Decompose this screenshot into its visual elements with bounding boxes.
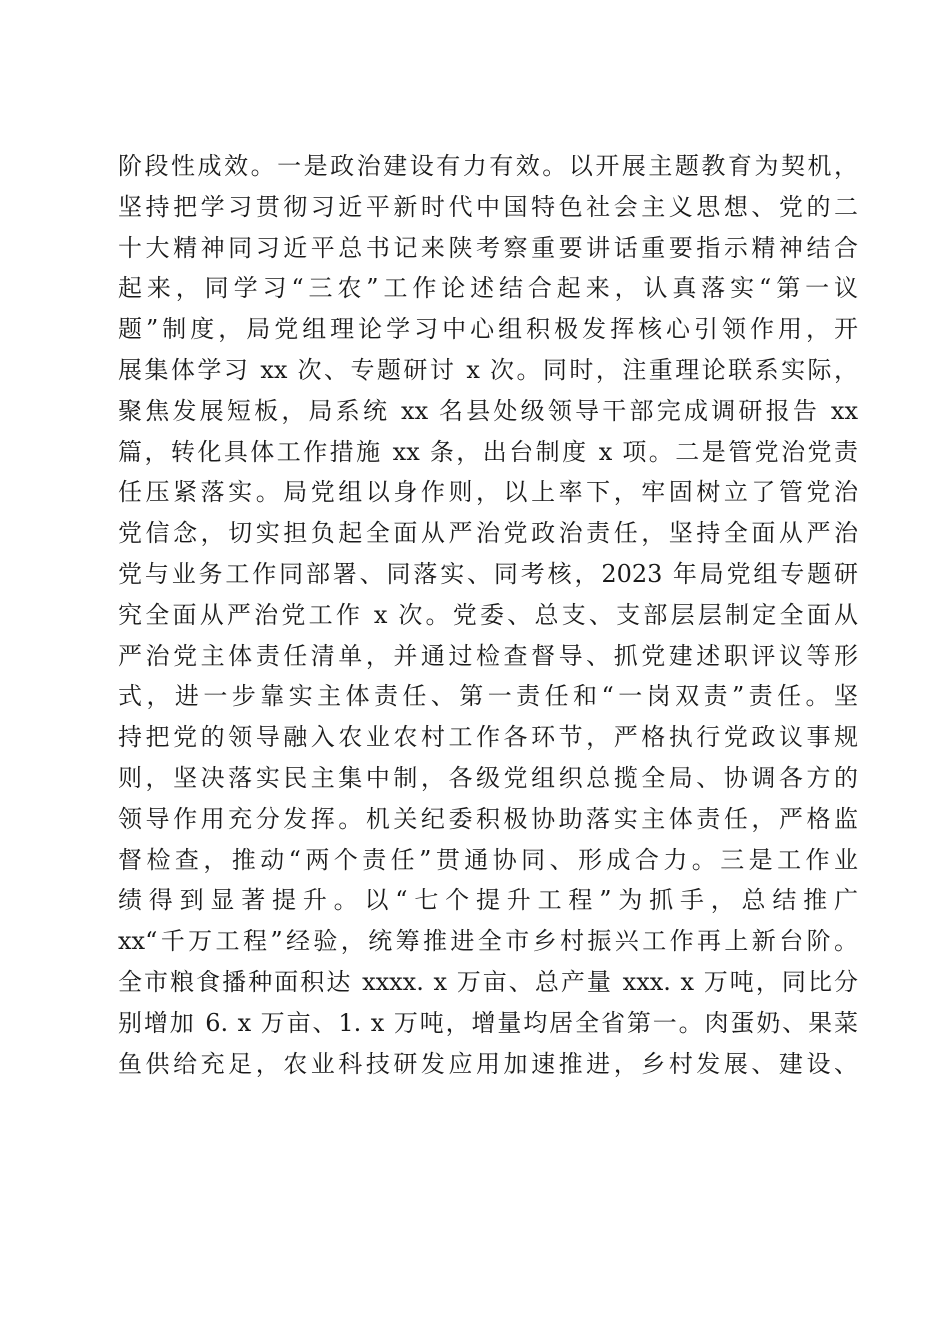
text-line: 任压紧落实。局党组以身作则，以上率下，牢固树立了管党治 — [118, 478, 858, 507]
text-line: 起来，同学习“三农”工作论述结合起来，认真落实“第一议 — [118, 274, 858, 303]
text-line: xx“千万工程”经验，统筹推进全市乡村振兴工作再上新台阶。 — [118, 927, 858, 956]
text-line: 式，进一步靠实主体责任、第一责任和“一岗双责”责任。坚 — [118, 682, 858, 711]
text-line: 鱼供给充足，农业科技研发应用加速推进，乡村发展、建设、 — [118, 1049, 858, 1078]
text-line: 十大精神同习近平总书记来陕考察重要讲话重要指示精神结合 — [118, 233, 858, 262]
text-line: 别增加 6. x 万亩、1. x 万吨，增量均居全省第一。肉蛋奶、果菜 — [118, 1008, 858, 1037]
text-line: 党信念，切实担负起全面从严治党政治责任，坚持全面从严治 — [118, 519, 858, 548]
text-line: 持把党的领导融入农业农村工作各环节，严格执行党政议事规 — [118, 723, 858, 752]
text-line: 领导作用充分发挥。机关纪委积极协助落实主体责任，严格监 — [118, 804, 858, 833]
text-line: 聚焦发展短板，局系统 xx 名县处级领导干部完成调研报告 xx — [118, 396, 858, 425]
text-line: 阶段性成效。一是政治建设有力有效。以开展主题教育为契机， — [118, 152, 858, 180]
text-line: 篇，转化具体工作措施 xx 条，出台制度 x 项。二是管党治党责 — [118, 437, 858, 466]
body-paragraph — [118, 146, 858, 1084]
text-line: 绩得到显著提升。以“七个提升工程”为抓手，总结推广 — [118, 886, 858, 915]
text-line: 则，坚决落实民主集中制，各级党组织总揽全局、协调各方的 — [118, 763, 858, 792]
text-line: 题”制度，局党组理论学习中心组积极发挥核心引领作用，开 — [118, 315, 858, 344]
text-line: 究全面从严治党工作 x 次。党委、总支、支部层层制定全面从 — [118, 600, 858, 629]
text-line: 展集体学习 xx 次、专题研讨 x 次。同时，注重理论联系实际， — [118, 355, 858, 384]
text-line: 严治党主体责任清单，并通过检查督导、抓党建述职评议等形 — [118, 641, 858, 670]
text-line: 党与业务工作同部署、同落实、同考核，2023 年局党组专题研 — [118, 559, 858, 588]
text-line: 督检查，推动“两个责任”贯通协同、形成合力。三是工作业 — [118, 845, 858, 874]
text-line: 坚持把学习贯彻习近平新时代中国特色社会主义思想、党的二 — [118, 192, 858, 221]
text-line: 全市粮食播种面积达 xxxx. x 万亩、总产量 xxx. x 万吨，同比分 — [118, 967, 858, 996]
